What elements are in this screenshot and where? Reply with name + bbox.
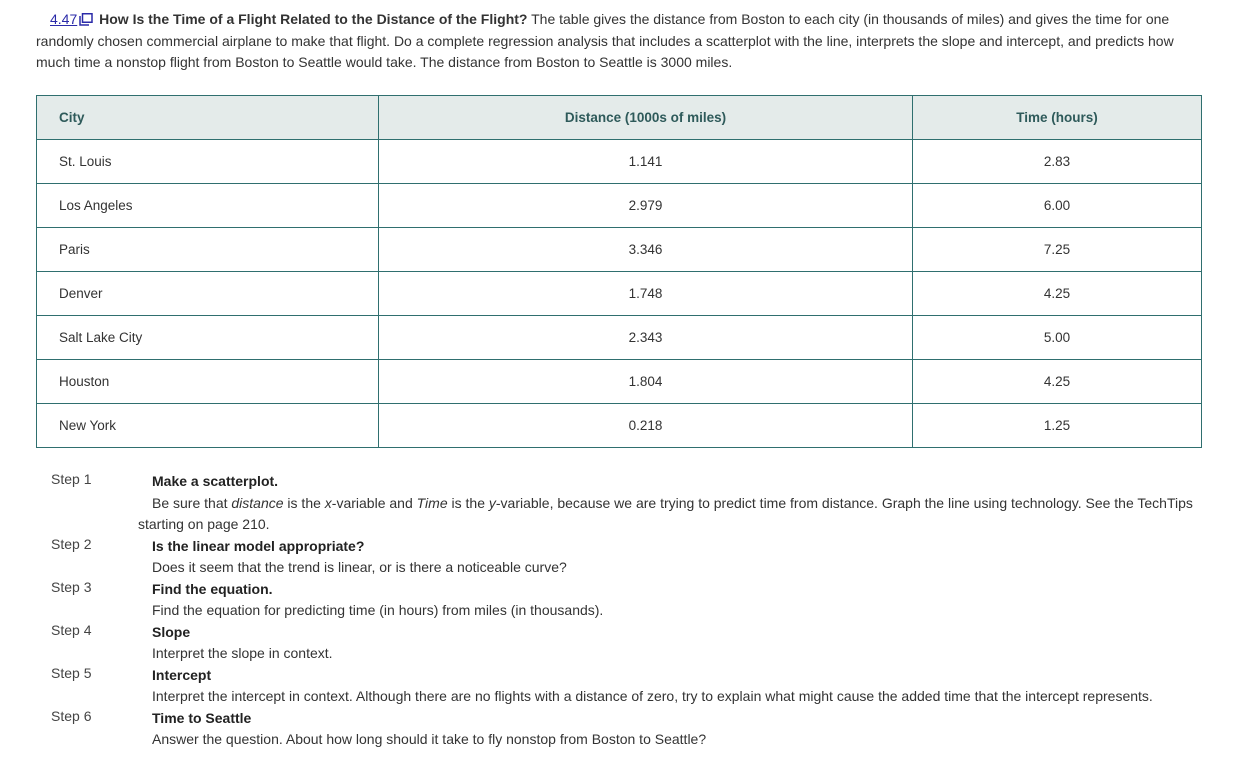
- table-row: [37, 404, 1202, 448]
- cell-time: 4.25: [913, 360, 1202, 404]
- cell-city: Denver: [37, 272, 379, 316]
- cell-time: 4.25: [913, 272, 1202, 316]
- table-row: [37, 360, 1202, 404]
- step-heading: Intercept: [152, 666, 212, 683]
- step-heading: Slope: [152, 623, 191, 640]
- step-instructions: Answer the question. About how long should it take to fly nonstop from Boston to Seattle?: [152, 731, 707, 747]
- step-6: [0, 708, 1236, 751]
- table-row: [37, 316, 1202, 360]
- step-2: [0, 536, 1236, 579]
- cell-city: Salt Lake City: [37, 316, 379, 360]
- step-3: [0, 579, 1236, 622]
- steps-list: [0, 471, 1236, 751]
- step-label: Step 3: [51, 578, 92, 595]
- cell-city: Paris: [37, 228, 379, 272]
- cell-city: St. Louis: [37, 140, 379, 184]
- table-header-row: [37, 96, 1202, 140]
- flight-data-table: [36, 95, 1202, 448]
- cell-distance: 2.979: [379, 184, 913, 228]
- cell-distance: 2.343: [379, 316, 913, 360]
- step-instructions: Interpret the slope in context.: [152, 645, 333, 661]
- step-instructions: Find the equation for predicting time (in hours) from miles (in thousands).: [152, 602, 604, 618]
- cell-time: 5.00: [913, 316, 1202, 360]
- table-row: [37, 228, 1202, 272]
- step-heading: Is the linear model appropriate?: [152, 537, 365, 554]
- cell-time: 7.25: [913, 228, 1202, 272]
- cell-city: Los Angeles: [37, 184, 379, 228]
- step-label: Step 6: [51, 707, 92, 724]
- step-instructions: Does it seem that the trend is linear, or is there a noticeable curve?: [152, 559, 567, 575]
- step-heading: Find the equation.: [152, 580, 273, 597]
- step-heading: Time to Seattle: [152, 709, 252, 726]
- cell-time: 2.83: [913, 140, 1202, 184]
- step-label: Step 5: [51, 664, 92, 681]
- step-label: Step 2: [51, 535, 92, 552]
- step-1: [0, 471, 1236, 536]
- cell-city: Houston: [37, 360, 379, 404]
- table-row: [37, 140, 1202, 184]
- step-heading: Make a scatterplot.: [152, 473, 279, 489]
- cell-city: New York: [37, 404, 379, 448]
- cell-distance: 3.346: [379, 228, 913, 272]
- cell-distance: 1.748: [379, 272, 913, 316]
- exercise-intro: [36, 9, 1196, 74]
- cell-distance: 0.218: [379, 404, 913, 448]
- step-instructions: Be sure that distance is the x-variable and Time is the y-variable, because we are trying to predict time from distance. Graph the line using technology. See the TechTips starting on page 210.: [138, 494, 1193, 532]
- column-header-distance: Distance (1000s of miles): [379, 96, 913, 140]
- data-file-icon[interactable]: [79, 11, 93, 24]
- step-label: Step 1: [51, 471, 92, 487]
- exercise-number-link[interactable]: 4.47: [50, 11, 78, 27]
- cell-distance: 1.141: [379, 140, 913, 184]
- step-5: [0, 665, 1236, 708]
- column-header-city: City: [37, 96, 379, 140]
- step-label: Step 4: [51, 621, 92, 638]
- step-4: [0, 622, 1236, 665]
- column-header-time: Time (hours): [913, 96, 1202, 140]
- cell-distance: 1.804: [379, 360, 913, 404]
- exercise-title: How Is the Time of a Flight Related to the Distance of the Flight?: [99, 11, 528, 27]
- table-row: [37, 272, 1202, 316]
- step-instructions: Interpret the intercept in context. Although there are no flights with a distance of zero, try to explain what might cause the added time that the intercept represents.: [152, 688, 1153, 704]
- cell-time: 1.25: [913, 404, 1202, 448]
- table-row: [37, 184, 1202, 228]
- cell-time: 6.00: [913, 184, 1202, 228]
- exercise-text: The table gives the distance from Boston to each city (in thousands of miles) and gives the time for one randomly chosen commercial airplane to make that flight. Do a complete regression analysis that includes a scatterplot with the line, interprets the slope and intercept, and predicts how much time a nonstop flight from Boston to Seattle would take. The distance from Boston to Seattle is 3000 miles.: [36, 11, 1174, 70]
